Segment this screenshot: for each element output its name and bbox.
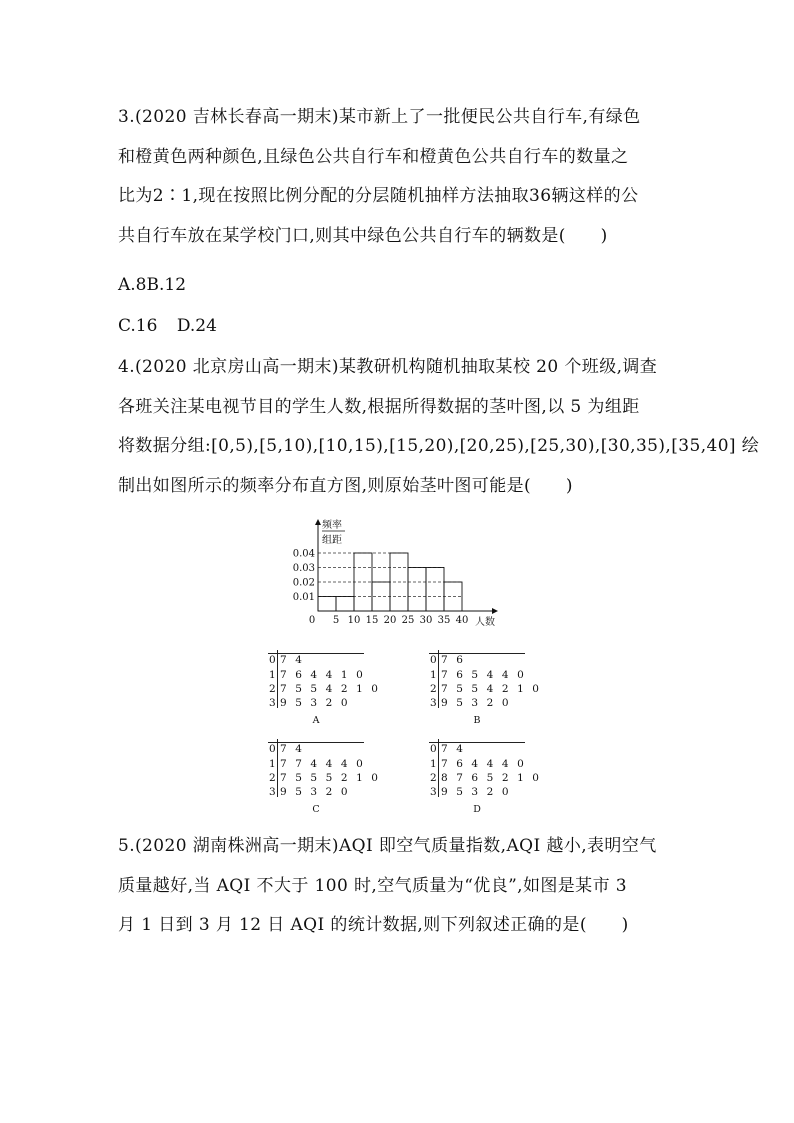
q3-line: 3.(2020 吉林长春高一期末)某市新上了一批便民公共自行车,有绿色 bbox=[118, 107, 641, 127]
stem: 0 bbox=[269, 654, 276, 666]
q3-line: 比为2∶1,现在按照比例分配的分层随机抽样方法抽取36辆这样的公 bbox=[118, 186, 639, 206]
x-axis-arrow-icon bbox=[492, 608, 498, 614]
stem: 3 bbox=[430, 786, 437, 798]
stem: 2 bbox=[269, 772, 276, 784]
y-tick-label: 0.01 bbox=[292, 592, 315, 603]
stem: 2 bbox=[430, 683, 437, 695]
y-tick-label: 0.02 bbox=[292, 577, 315, 589]
q5-line: 月 1 日到 3 月 12 日 AQI 的统计数据,则下列叙述正确的是( ) bbox=[118, 915, 629, 935]
question-5-text bbox=[118, 827, 683, 946]
stemleaf-divider bbox=[438, 650, 439, 708]
leaves: 9 5 3 2 0 bbox=[280, 786, 351, 798]
x-tick-label: 35 bbox=[437, 615, 451, 626]
leaves: 7 6 bbox=[441, 654, 466, 666]
q3-option-c: C.16 bbox=[118, 316, 158, 336]
q3-option-ab: A.8B.12 bbox=[118, 275, 187, 295]
y-label-top: 频率 bbox=[322, 520, 342, 531]
leaves: 7 6 5 4 4 0 bbox=[441, 669, 527, 681]
x-tick-label: 25 bbox=[401, 615, 415, 626]
x-tick-label: 40 bbox=[455, 615, 469, 626]
stem: 3 bbox=[269, 786, 276, 798]
leaves: 9 5 3 2 0 bbox=[441, 697, 512, 709]
histogram-bar bbox=[318, 597, 336, 612]
stem: 1 bbox=[269, 669, 276, 681]
q3-options-row-1 bbox=[118, 275, 200, 295]
stemleaf-plot-b bbox=[429, 650, 542, 726]
leaves: 7 6 4 4 1 0 bbox=[280, 669, 366, 681]
stem: 2 bbox=[430, 772, 437, 784]
x-tick-label: 5 bbox=[332, 615, 340, 626]
stemleaf-divider bbox=[438, 739, 439, 797]
stemleaf-plot-a bbox=[268, 650, 381, 726]
q5-line: 质量越好,当 AQI 不大于 100 时,空气质量为“优良”,如图是某市 3 bbox=[118, 875, 628, 896]
q4-line: 4.(2020 北京房山高一期末)某教研机构随机抽取某校 20 个班级,调查 bbox=[118, 357, 658, 377]
stemleaf-caption: D bbox=[473, 804, 481, 815]
stem: 2 bbox=[269, 683, 276, 695]
leaves: 7 6 4 4 4 0 bbox=[441, 758, 527, 770]
stemleaf-caption: C bbox=[312, 804, 320, 815]
stem: 3 bbox=[269, 697, 276, 709]
x-tick-label: 15 bbox=[365, 615, 379, 626]
q4-line: 将数据分组:[0,5),[5,10),[10,15),[15,20),[20,25),[25,30),[30,35),[35,40] 绘 bbox=[118, 436, 760, 456]
frequency-histogram bbox=[285, 515, 505, 630]
q5-line: 5.(2020 湖南株洲高一期末)AQI 即空气质量指数,AQI 越小,表明空气 bbox=[118, 836, 657, 856]
leaves: 7 4 bbox=[280, 654, 305, 666]
stem: 0 bbox=[430, 654, 437, 666]
leaves: 7 5 5 4 2 1 0 bbox=[280, 683, 381, 695]
y-label-bottom: 组距 bbox=[322, 535, 342, 546]
x-tick-label: 20 bbox=[383, 615, 397, 626]
q3-line: 共自行车放在某学校门口,则其中绿色公共自行车的辆数是( ) bbox=[118, 225, 608, 246]
stem: 1 bbox=[269, 758, 276, 770]
leaves: 8 7 6 5 2 1 0 bbox=[441, 772, 542, 784]
stem: 3 bbox=[430, 697, 437, 709]
stem: 0 bbox=[269, 743, 276, 755]
x-axis-label: 人数 bbox=[475, 617, 495, 628]
leaves: 7 7 4 4 4 0 bbox=[280, 758, 366, 770]
leaves: 9 5 3 2 0 bbox=[280, 697, 351, 709]
y-axis-arrow-icon bbox=[315, 519, 321, 525]
question-3-text bbox=[118, 98, 683, 256]
q3-options-row-2 bbox=[118, 316, 231, 336]
q3-option-d: D.24 bbox=[176, 316, 217, 336]
q3-line: 和橙黄色两种颜色,且绿色公共自行车和橙黄色公共自行车的数量之 bbox=[118, 146, 629, 167]
y-tick-labels bbox=[293, 549, 315, 604]
histogram-bar bbox=[408, 568, 426, 612]
leaves: 7 5 5 5 2 1 0 bbox=[280, 772, 381, 784]
stemleaf-divider bbox=[277, 739, 278, 797]
x-tick-label: 10 bbox=[347, 615, 361, 626]
histogram-bar bbox=[336, 597, 354, 612]
x-tick-label: 0 bbox=[308, 615, 316, 626]
question-4-text bbox=[118, 348, 760, 506]
stem: 0 bbox=[430, 743, 437, 755]
leaves: 7 5 5 4 2 1 0 bbox=[441, 683, 542, 695]
y-tick-label: 0.03 bbox=[292, 563, 315, 574]
leaves: 7 4 bbox=[441, 743, 466, 755]
leaves: 9 5 3 2 0 bbox=[441, 786, 512, 798]
stemleaf-plot-d bbox=[429, 739, 542, 815]
stemleaf-plot-c bbox=[268, 739, 381, 815]
stem: 1 bbox=[430, 758, 437, 770]
histogram-bar bbox=[426, 568, 444, 612]
stemleaf-divider bbox=[277, 650, 278, 708]
stemleaf-caption: B bbox=[473, 715, 481, 726]
q4-line: 各班关注某电视节目的学生人数,根据所得数据的茎叶图,以 5 为组距 bbox=[118, 396, 640, 417]
x-tick-label: 30 bbox=[419, 615, 433, 626]
x-tick-labels bbox=[309, 615, 469, 626]
y-tick-label: 0.04 bbox=[292, 548, 315, 560]
stemleaf-caption: A bbox=[312, 715, 320, 726]
stem: 1 bbox=[430, 669, 437, 681]
q4-line: 制出如图所示的频率分布直方图,则原始茎叶图可能是( ) bbox=[118, 475, 573, 496]
leaves: 7 4 bbox=[280, 743, 305, 755]
